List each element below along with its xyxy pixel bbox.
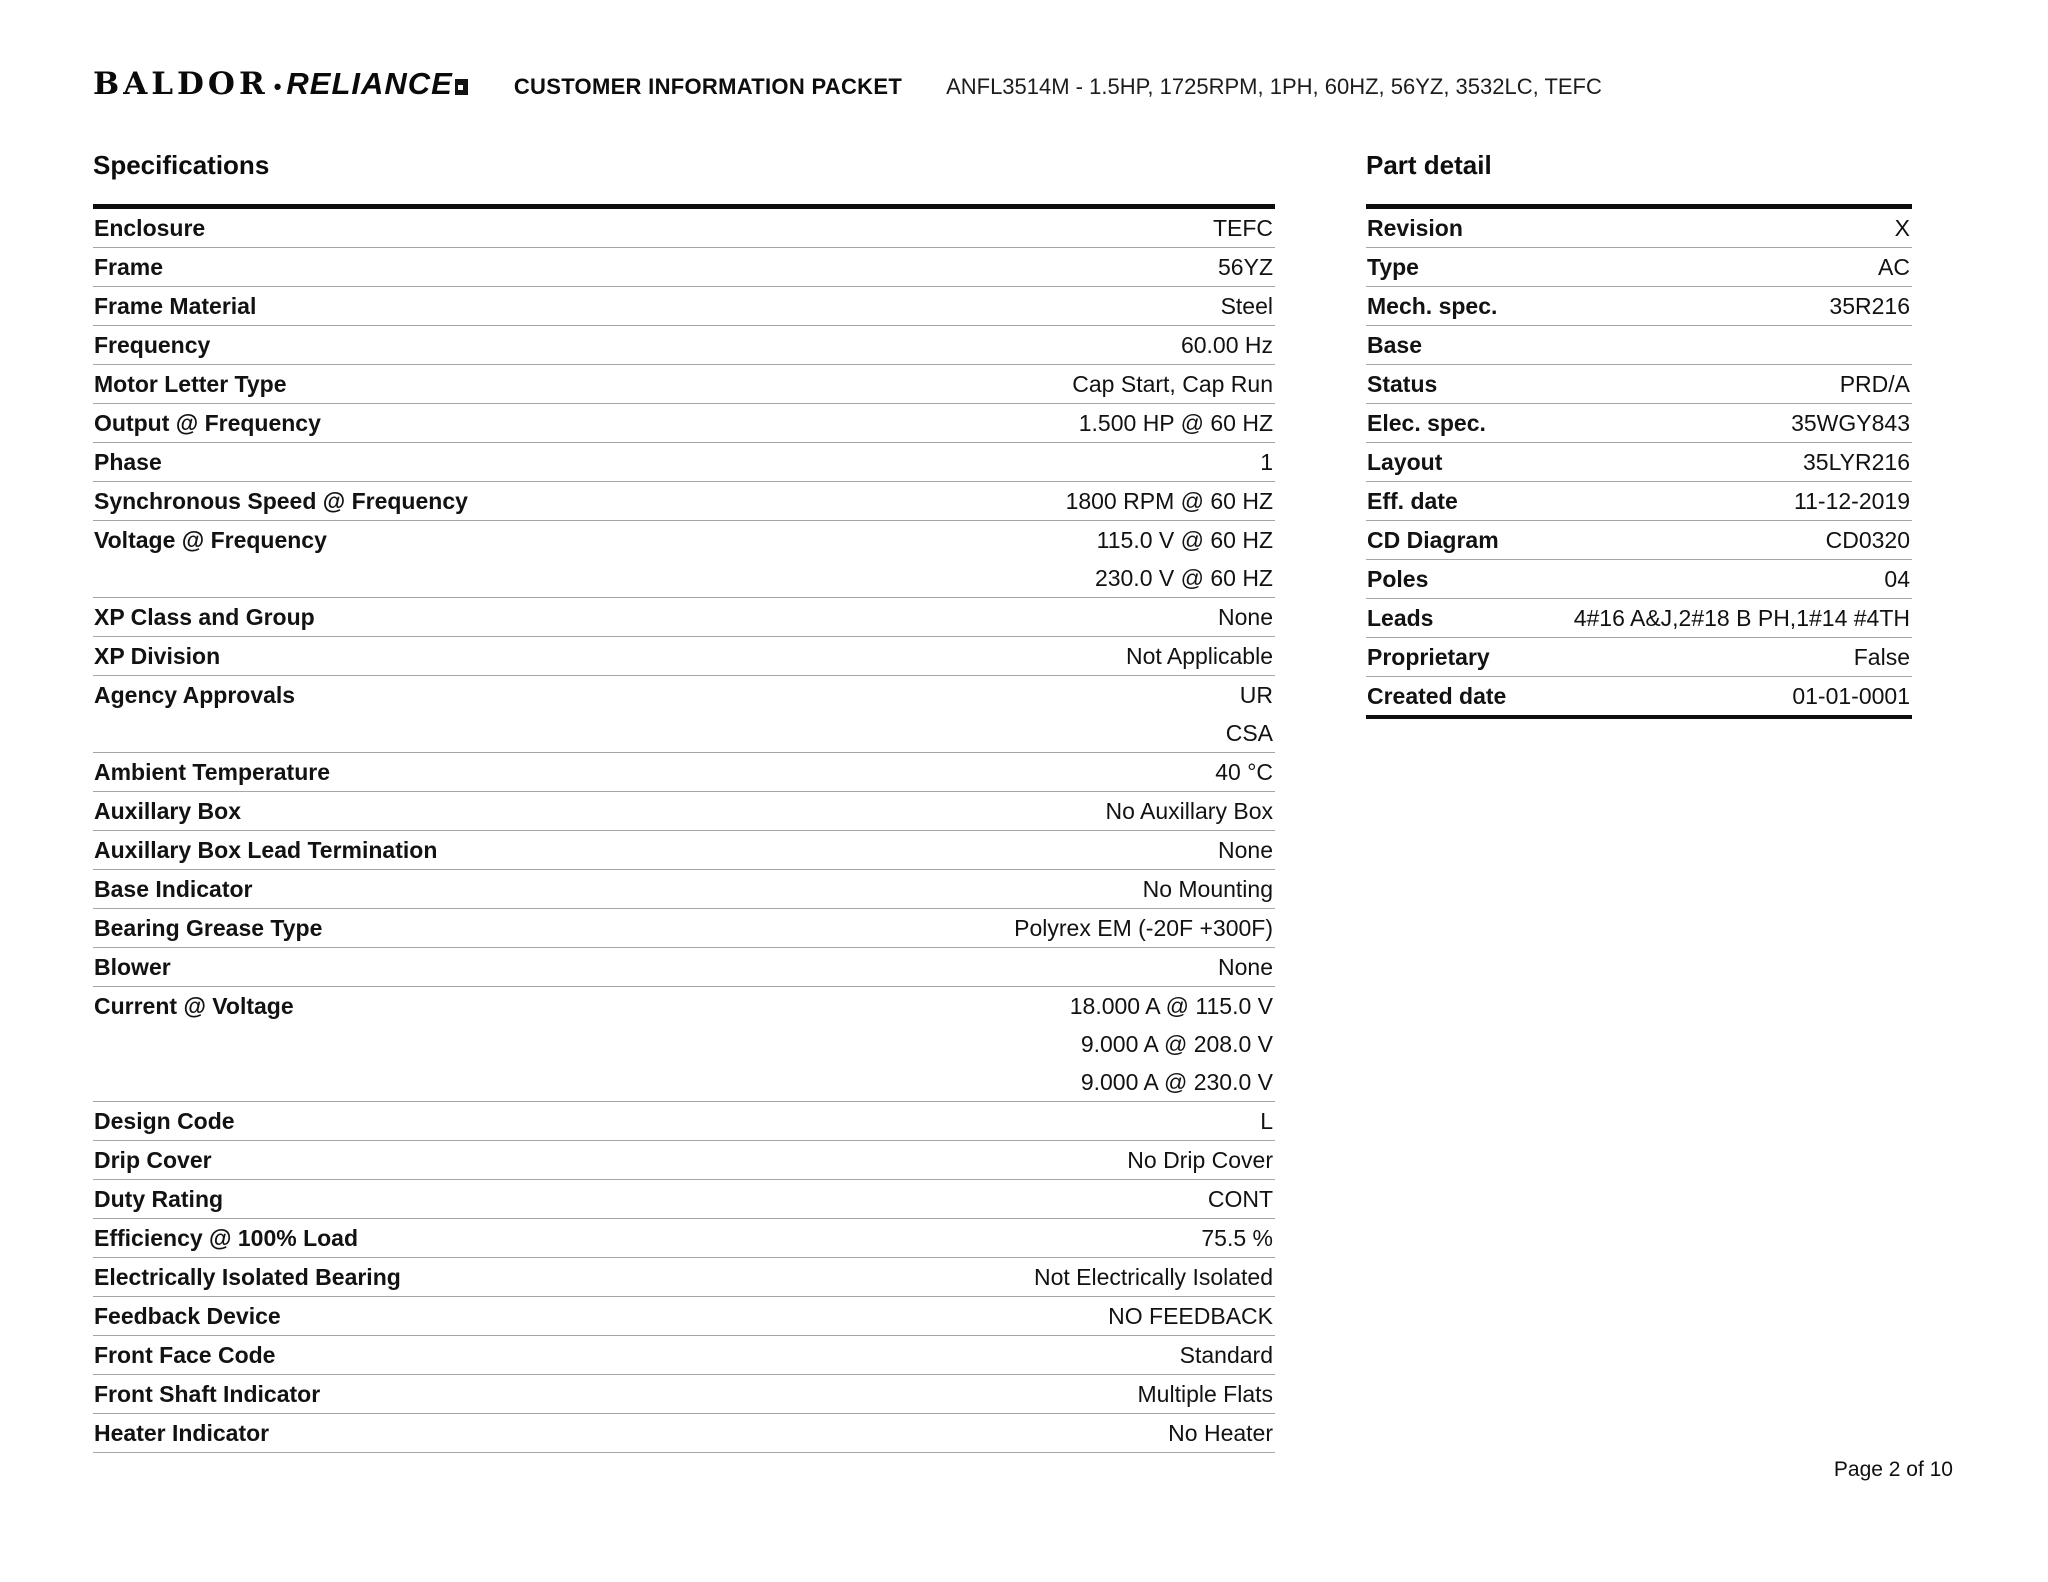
row-label: Ambient Temperature bbox=[94, 759, 331, 785]
specifications-table bbox=[93, 204, 1275, 1453]
row-value: L bbox=[1260, 1108, 1273, 1134]
baldor-reliance-logo bbox=[93, 66, 468, 102]
row-value: 9.000 A @ 230.0 V bbox=[1080, 1069, 1273, 1095]
table-row bbox=[93, 521, 1275, 598]
row-value: 40 °C bbox=[1215, 759, 1273, 785]
table-row bbox=[93, 1336, 1275, 1375]
row-label: Base Indicator bbox=[94, 876, 253, 902]
row-values bbox=[437, 831, 1275, 869]
row-value: 04 bbox=[1884, 566, 1910, 592]
row-value: 230.0 V @ 60 HZ bbox=[1094, 565, 1273, 591]
row-label: Frequency bbox=[94, 332, 211, 358]
row-value: 1 bbox=[1260, 449, 1273, 475]
row-values bbox=[220, 637, 1275, 675]
product-model-line: ANFL3514M - 1.5HP, 1725RPM, 1PH, 60HZ, 56YZ, 3532LC, TEFC bbox=[946, 74, 1602, 99]
row-values bbox=[210, 326, 1275, 364]
row-values bbox=[223, 1180, 1275, 1218]
row-label: Proprietary bbox=[1367, 644, 1490, 670]
table-row bbox=[1366, 560, 1912, 599]
row-label: XP Class and Group bbox=[94, 604, 315, 630]
row-values bbox=[241, 792, 1275, 830]
row-values bbox=[320, 1375, 1275, 1413]
row-value: No Mounting bbox=[1142, 876, 1273, 902]
row-label: Frame bbox=[94, 254, 164, 280]
table-row bbox=[1366, 287, 1912, 326]
row-label: Motor Letter Type bbox=[94, 371, 287, 397]
row-value: No Auxillary Box bbox=[1105, 798, 1273, 824]
row-value: 35LYR216 bbox=[1803, 449, 1910, 475]
registered-trademark-icon bbox=[455, 79, 468, 95]
table-row bbox=[1366, 521, 1912, 560]
row-value: PRD/A bbox=[1839, 371, 1910, 397]
row-label: Output @ Frequency bbox=[94, 410, 321, 436]
table-row bbox=[93, 598, 1275, 637]
row-value: Standard bbox=[1179, 1342, 1273, 1368]
row-value: 01-01-0001 bbox=[1792, 683, 1910, 709]
table-row bbox=[1366, 404, 1912, 443]
row-label: Status bbox=[1367, 371, 1438, 397]
row-label: Front Face Code bbox=[94, 1342, 276, 1368]
row-label: Voltage @ Frequency bbox=[94, 527, 327, 553]
row-label: Leads bbox=[1367, 605, 1434, 631]
row-value: 11-12-2019 bbox=[1794, 488, 1910, 514]
row-value: 35WGY843 bbox=[1791, 410, 1910, 436]
row-values bbox=[358, 1219, 1275, 1257]
table-row bbox=[93, 248, 1275, 287]
header bbox=[93, 66, 1602, 102]
row-values bbox=[322, 909, 1275, 947]
row-values bbox=[321, 404, 1275, 442]
table-row bbox=[93, 404, 1275, 443]
row-value: 60.00 Hz bbox=[1180, 332, 1273, 358]
row-values bbox=[1458, 482, 1912, 520]
row-value: X bbox=[1894, 215, 1910, 241]
row-values bbox=[1442, 443, 1912, 481]
row-values bbox=[1422, 326, 1912, 364]
row-value: 9.000 A @ 208.0 V bbox=[1080, 1031, 1273, 1057]
row-label: Elec. spec. bbox=[1367, 410, 1486, 436]
row-values bbox=[327, 521, 1275, 597]
row-values bbox=[235, 1102, 1275, 1140]
table-row bbox=[93, 326, 1275, 365]
row-label: CD Diagram bbox=[1367, 527, 1499, 553]
row-label: Bearing Grease Type bbox=[94, 915, 323, 941]
row-values bbox=[269, 1414, 1275, 1452]
row-value: NO FEEDBACK bbox=[1108, 1303, 1273, 1329]
row-label: XP Division bbox=[94, 643, 221, 669]
row-label: Efficiency @ 100% Load bbox=[94, 1225, 359, 1251]
table-row bbox=[93, 1258, 1275, 1297]
row-label: Base bbox=[1367, 332, 1422, 358]
table-row bbox=[1366, 599, 1912, 638]
table-row bbox=[93, 987, 1275, 1102]
part-detail-table bbox=[1366, 204, 1912, 719]
row-values bbox=[468, 482, 1275, 520]
row-values bbox=[401, 1258, 1275, 1296]
row-label: Created date bbox=[1367, 683, 1507, 709]
row-values bbox=[1499, 521, 1912, 559]
row-values bbox=[1486, 404, 1912, 442]
table-row bbox=[93, 209, 1275, 248]
table-row bbox=[1366, 365, 1912, 404]
row-label: Front Shaft Indicator bbox=[94, 1381, 321, 1407]
logo-reliance-text: RELIANCE bbox=[286, 66, 453, 101]
table-row bbox=[1366, 638, 1912, 677]
row-value: Steel bbox=[1220, 293, 1273, 319]
row-values bbox=[1428, 560, 1912, 598]
row-value: CSA bbox=[1225, 720, 1273, 746]
row-value: Cap Start, Cap Run bbox=[1072, 371, 1273, 397]
row-value: 35R216 bbox=[1829, 293, 1910, 319]
row-label: Synchronous Speed @ Frequency bbox=[94, 488, 468, 514]
row-values bbox=[295, 676, 1275, 752]
row-label: Mech. spec. bbox=[1367, 293, 1498, 319]
row-value: Multiple Flats bbox=[1137, 1381, 1273, 1407]
table-row bbox=[93, 948, 1275, 987]
table-row bbox=[93, 287, 1275, 326]
row-label: Duty Rating bbox=[94, 1186, 224, 1212]
row-label: Frame Material bbox=[94, 293, 257, 319]
row-values bbox=[205, 209, 1275, 247]
row-value: None bbox=[1218, 604, 1273, 630]
row-values bbox=[281, 1297, 1275, 1335]
row-value: 1.500 HP @ 60 HZ bbox=[1078, 410, 1273, 436]
logo-baldor-text: BALDOR bbox=[93, 66, 269, 102]
row-label: Poles bbox=[1367, 566, 1429, 592]
row-label: Phase bbox=[94, 449, 162, 475]
table-row bbox=[93, 1180, 1275, 1219]
row-values bbox=[330, 753, 1275, 791]
table-row bbox=[93, 482, 1275, 521]
row-value: CONT bbox=[1207, 1186, 1273, 1212]
table-row bbox=[1366, 482, 1912, 521]
row-label: Feedback Device bbox=[94, 1303, 281, 1329]
table-row bbox=[1366, 677, 1912, 715]
row-values bbox=[1497, 287, 1912, 325]
row-value: Not Electrically Isolated bbox=[1033, 1264, 1273, 1290]
table-row bbox=[93, 753, 1275, 792]
part-detail-title: Part detail bbox=[1366, 150, 1492, 180]
table-row bbox=[93, 909, 1275, 948]
row-label: Revision bbox=[1367, 215, 1463, 241]
row-values bbox=[253, 870, 1276, 908]
table-row bbox=[93, 365, 1275, 404]
row-label: Current @ Voltage bbox=[94, 993, 294, 1019]
logo-dot-separator: • bbox=[273, 74, 282, 99]
table-row bbox=[93, 792, 1275, 831]
table-row bbox=[1366, 326, 1912, 365]
row-values bbox=[294, 987, 1275, 1101]
table-row bbox=[93, 1102, 1275, 1141]
row-value: Not Applicable bbox=[1125, 643, 1273, 669]
table-row bbox=[93, 870, 1275, 909]
row-value: 18.000 A @ 115.0 V bbox=[1069, 993, 1273, 1019]
row-values bbox=[1419, 248, 1912, 286]
row-label: Enclosure bbox=[94, 215, 206, 241]
document-title: CUSTOMER INFORMATION PACKET bbox=[513, 74, 903, 99]
row-values bbox=[171, 948, 1275, 986]
table-row bbox=[93, 637, 1275, 676]
part-detail-section bbox=[1366, 150, 1912, 719]
row-values bbox=[1490, 638, 1912, 676]
row-values bbox=[315, 598, 1275, 636]
row-value: 4#16 A&J,2#18 B PH,1#14 #4TH bbox=[1573, 605, 1910, 631]
specifications-title: Specifications bbox=[93, 150, 270, 180]
row-value: 1800 RPM @ 60 HZ bbox=[1065, 488, 1273, 514]
row-label: Drip Cover bbox=[94, 1147, 212, 1173]
table-row bbox=[93, 1375, 1275, 1414]
row-label: Type bbox=[1367, 254, 1419, 280]
table-row bbox=[93, 1414, 1275, 1453]
row-value: 115.0 V @ 60 HZ bbox=[1096, 527, 1273, 553]
row-values bbox=[275, 1336, 1275, 1374]
page-number: Page 2 of 10 bbox=[1833, 1458, 1953, 1481]
table-row bbox=[93, 831, 1275, 870]
table-row bbox=[1366, 443, 1912, 482]
row-value bbox=[1422, 326, 1912, 364]
row-value: CD0320 bbox=[1825, 527, 1910, 553]
row-label: Layout bbox=[1367, 449, 1443, 475]
row-values bbox=[1463, 209, 1912, 247]
row-values bbox=[212, 1141, 1275, 1179]
row-values bbox=[1437, 365, 1912, 403]
row-values bbox=[287, 365, 1275, 403]
row-value: None bbox=[1218, 954, 1273, 980]
table-row bbox=[93, 1219, 1275, 1258]
row-values bbox=[163, 248, 1275, 286]
row-value: TEFC bbox=[1212, 215, 1273, 241]
row-label: Eff. date bbox=[1367, 488, 1458, 514]
row-values bbox=[1433, 599, 1912, 637]
row-label: Auxillary Box bbox=[94, 798, 241, 824]
row-value: 56YZ bbox=[1218, 254, 1273, 280]
row-values bbox=[256, 287, 1275, 325]
row-value: False bbox=[1853, 644, 1910, 670]
row-value: UR bbox=[1239, 682, 1273, 708]
row-label: Design Code bbox=[94, 1108, 235, 1134]
table-row bbox=[93, 443, 1275, 482]
row-value: AC bbox=[1878, 254, 1910, 280]
row-values bbox=[1506, 677, 1912, 715]
row-label: Heater Indicator bbox=[94, 1420, 270, 1446]
row-value: Polyrex EM (-20F +300F) bbox=[1014, 915, 1273, 941]
table-row bbox=[93, 1297, 1275, 1336]
row-label: Agency Approvals bbox=[94, 682, 296, 708]
row-value: No Drip Cover bbox=[1127, 1147, 1273, 1173]
table-row bbox=[1366, 248, 1912, 287]
row-value: 75.5 % bbox=[1201, 1225, 1273, 1251]
row-value: No Heater bbox=[1168, 1420, 1273, 1446]
row-label: Auxillary Box Lead Termination bbox=[94, 837, 438, 863]
specifications-section bbox=[93, 150, 1275, 1453]
row-label: Electrically Isolated Bearing bbox=[94, 1264, 401, 1290]
row-value: None bbox=[1218, 837, 1273, 863]
row-values bbox=[162, 443, 1275, 481]
table-row bbox=[93, 676, 1275, 753]
table-row bbox=[93, 1141, 1275, 1180]
row-label: Blower bbox=[94, 954, 171, 980]
table-row bbox=[1366, 209, 1912, 248]
